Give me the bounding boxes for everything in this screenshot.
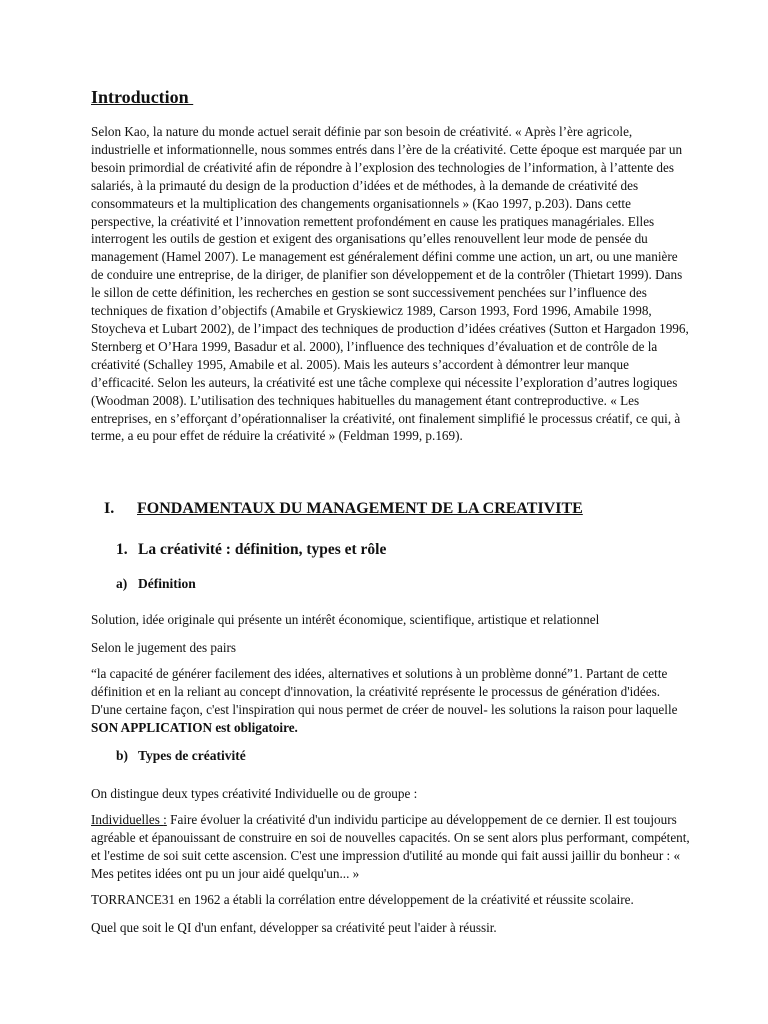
types-line-1: On distingue deux types créativité Individuelle ou de groupe :	[91, 786, 418, 801]
definition-title: Définition	[138, 576, 196, 591]
types-heading	[116, 748, 246, 764]
definition-number: a)	[116, 576, 128, 591]
definition-line-1: Solution, idée originale qui présente un intérêt économique, scientifique, artistique et relationnel	[91, 612, 600, 627]
individuelles-text: Faire évoluer la créativité d'un individu participe au développement de ce dernier. Il est toujours agréable et épanouissant de construire en soi de nouvelles capacités. On se sent alors plus performant, compétent, et l'estime de soi suit cette ascension. C'est une impression d'utilité au monde qui fait aussi jaillir du bonheur : « Mes petites idées ont pu un jour aidé quelqu'un... »	[91, 812, 690, 881]
section-title: FONDAMENTAUX DU MANAGEMENT DE LA CREATIVITE	[137, 500, 583, 517]
subsection-heading	[116, 541, 386, 559]
intro-paragraph: Selon Kao, la nature du monde actuel serait définie par son besoin de créativité. « Après l’ère agricole, industrielle et informationnelle, nous sommes entrés dans l’ère de la créativité. Cette époque est marquée par un besoin primordial de créativité afin de répondre à l’explosion des technologies de l’information, à l’attente des salariés, à la primauté du design de la production d’idées et de méthodes, à la demande de créativité des consommateurs et la multiplication des changements organisationnels » (Kao 1997, p.203). Dans cette perspective, la créativité et l’innovation remettent profondément en cause les pratiques managériales. Elles interrogent les outils de gestion et exigent des organisations qu’elles renouvellent leur mode de pensée du management (Hamel 2007). Le management est généralement défini comme une action, un art, ou une manière de conduire une entreprise, de la diriger, de planifier son développement et de la contrôler (Thietart 1999). Dans le sillon de cette définition, les recherches en gestion se sont successivement penchées sur l’influence des techniques de fixation d’objectifs (Amabile et Gryskiewicz 1989, Carson 1993, Ford 1996, Amabile 1998, Stoycheva et Lubart 2002), de l’impact des techniques de production d’idées créatives (Sutton et Hargadon 1996, Sternberg et O’Hara 1999, Basadur et al. 2000), l’influence des techniques d’évaluation et de contrôle de la créativité (Schalley 1995, Amabile et al. 2005). Mais les auteurs s’accordent à démontrer leur manque d’efficacité. Selon les auteurs, la créativité est une tâche complexe qui nécessite l’exploration d’autres logiques (Woodman 2008). L’utilisation des techniques habituelles du management étant contreproductive. « Les entreprises, en s’efforçant d’opérationnaliser la créativité, ont finalement simplifié le processus créatif, ce qui, à terme, a eu pour effet de réduire la créativité » (Feldman 1999, p.169).	[91, 124, 689, 444]
definition-quote-paragraph	[91, 665, 691, 737]
subsection-title: La créativité : définition, types et rôle	[138, 541, 387, 558]
section-heading	[104, 500, 583, 518]
types-number: b)	[116, 748, 129, 763]
individuelles-colon: :	[163, 812, 167, 827]
intro-title: Introduction	[91, 87, 194, 107]
definition-line-2: Selon le jugement des pairs	[91, 640, 237, 655]
individuelles-paragraph	[91, 811, 691, 883]
definition-quote-text: “la capacité de générer facilement des idées, alternatives et solutions à un problème donné”1. Partant de cette définition et en la reliant au concept d'innovation, la créativité représente le processus de génération d'idées. D'une certaine façon, c'est l'inspiration qui nous permet de créer de nouvel- les solutions la raison pour laquelle	[91, 666, 678, 717]
definition-heading	[116, 576, 196, 592]
torrance-line: TORRANCE31 en 1962 a établi la corrélation entre développement de la créativité et réussite scolaire.	[91, 892, 634, 907]
definition-quote-bold: SON APPLICATION est obligatoire.	[91, 719, 298, 735]
types-title: Types de créativité	[138, 748, 246, 763]
section-number: I.	[104, 500, 115, 517]
subsection-number: 1.	[116, 541, 128, 558]
qi-line: Quel que soit le QI d'un enfant, développer sa créativité peut l'aider à réussir.	[91, 920, 497, 935]
individuelles-label: Individuelles	[91, 812, 164, 827]
